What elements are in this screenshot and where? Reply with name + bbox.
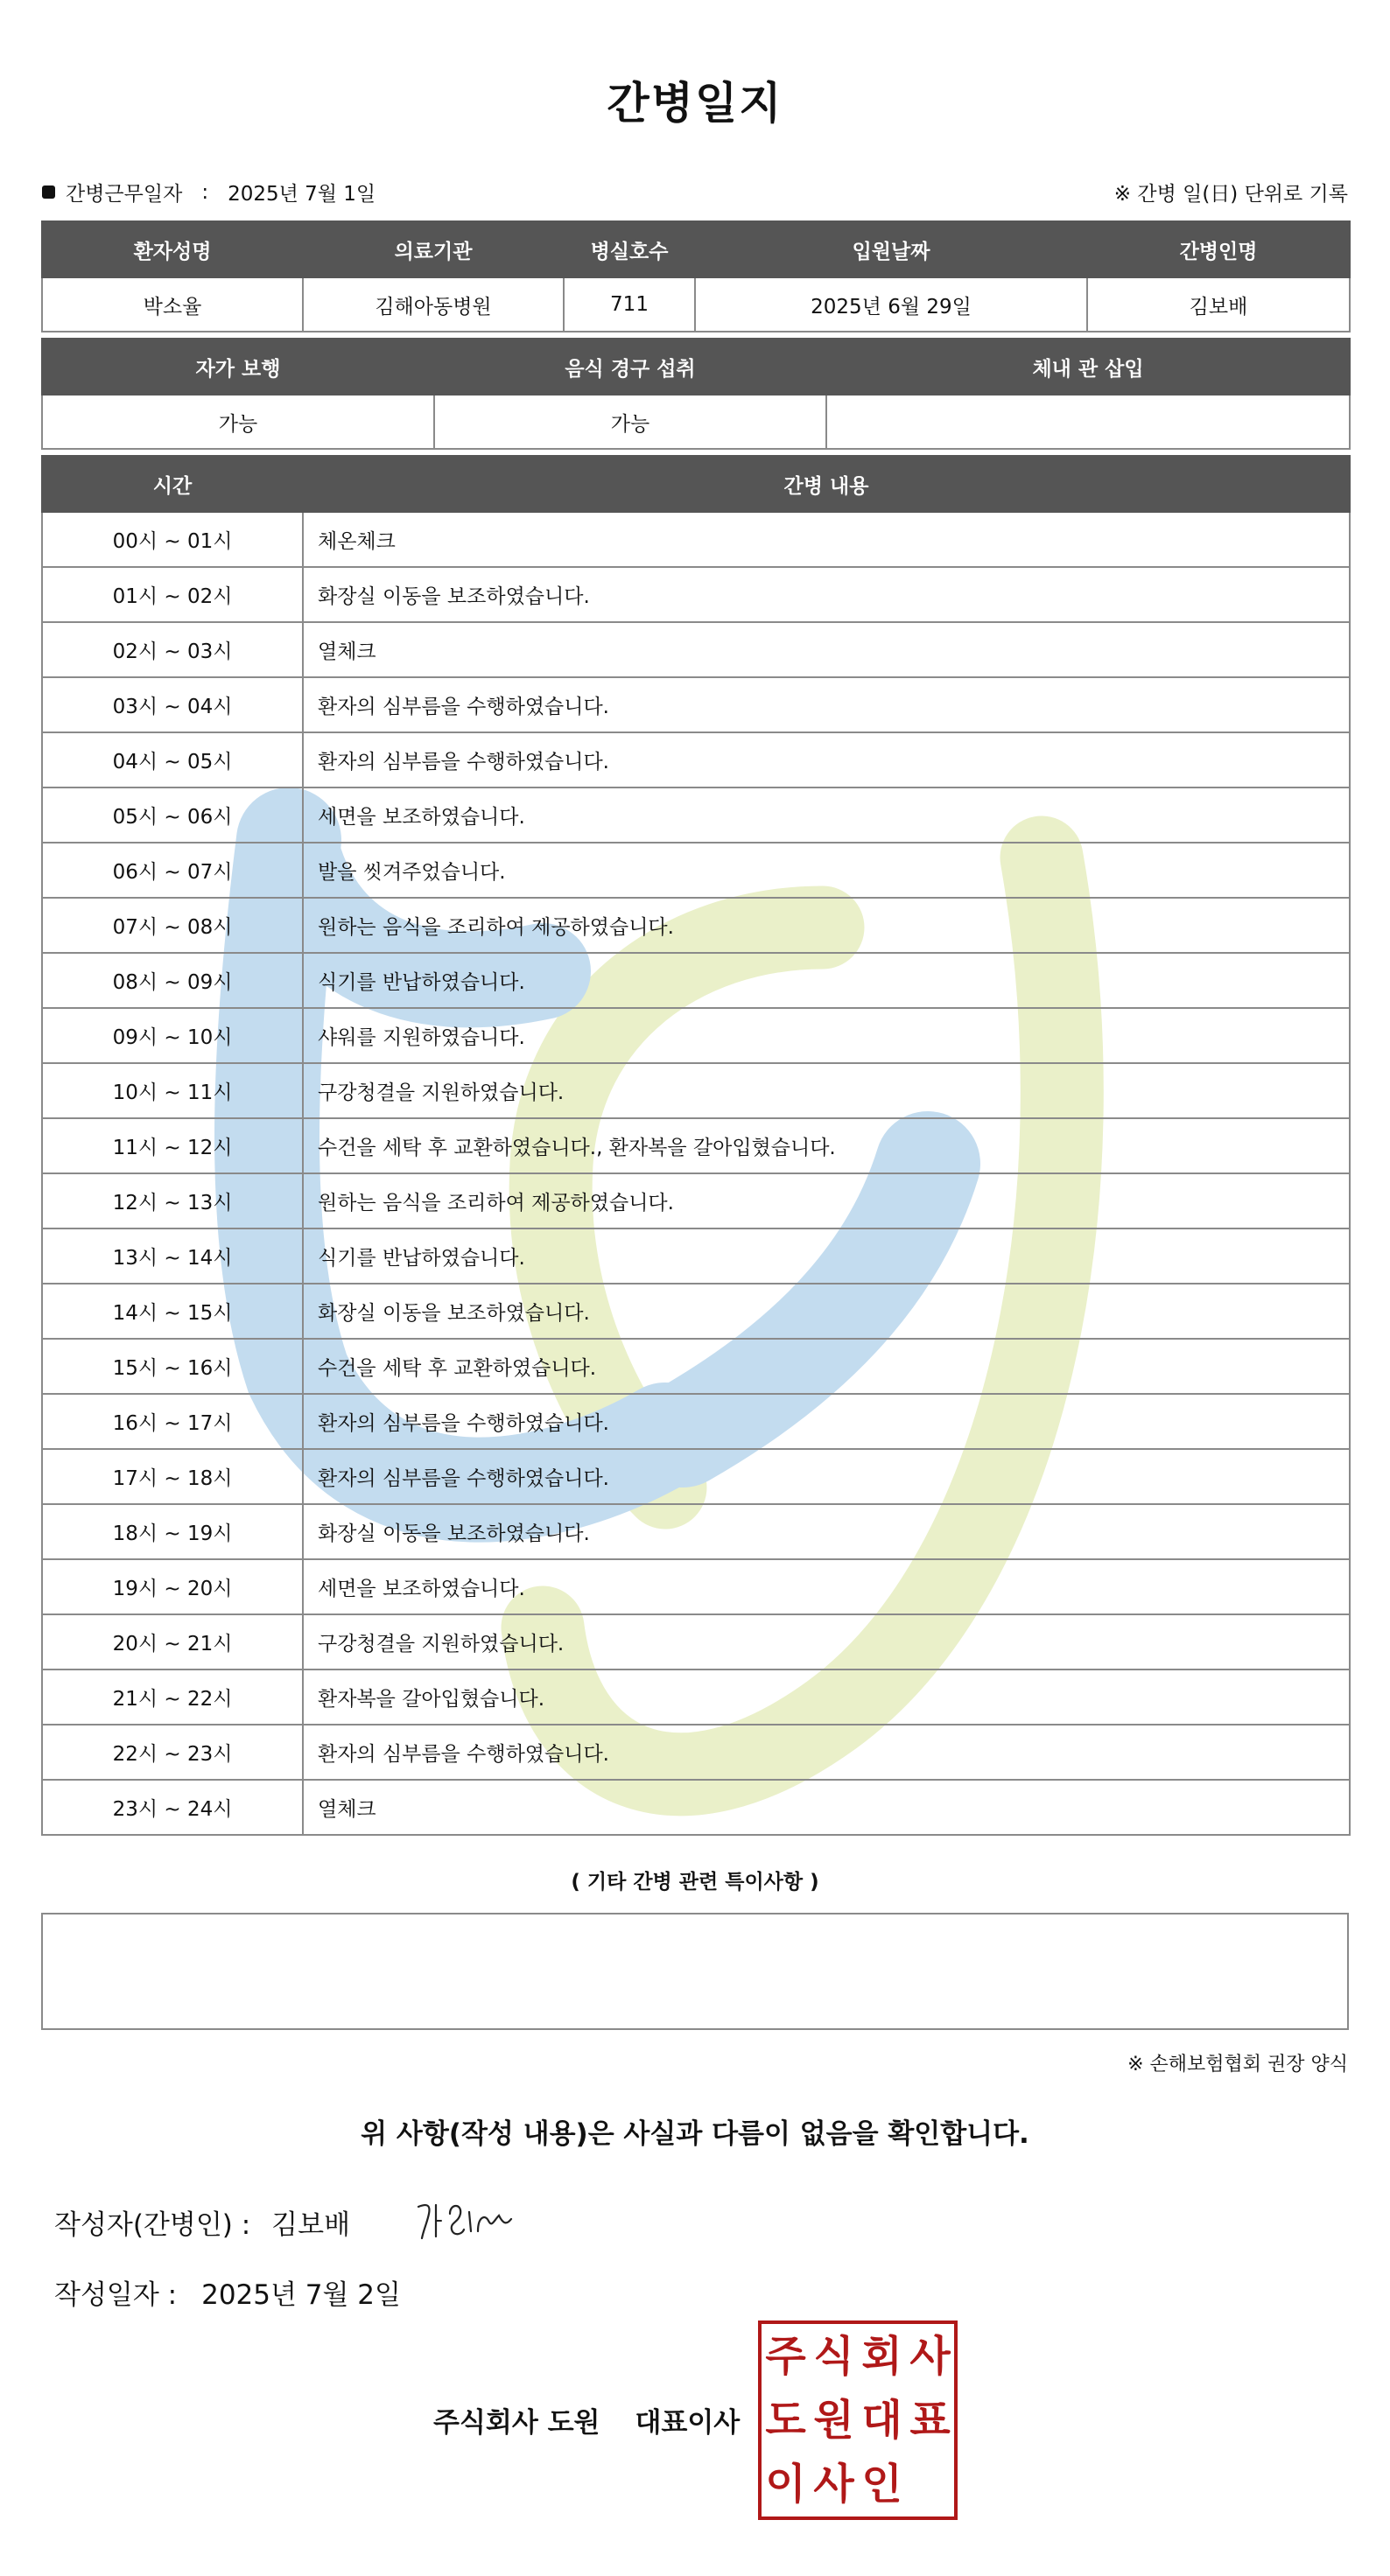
care-log-row [42,1670,1350,1725]
self-walking-value: 가능 [42,395,434,449]
care-date-label: 간병근무일자 [66,183,183,206]
company-name: 주식회사 도원 [433,2407,600,2439]
care-content: 환자의 심부름을 수행하였습니다. [303,677,1350,732]
care-log-row [42,843,1350,898]
care-content: 세면을 보조하였습니다. [303,788,1350,843]
oral-intake-header: 음식 경구 섭취 [434,339,826,395]
care-content: 세면을 보조하였습니다. [303,1559,1350,1614]
seal-character: 표 [909,2395,951,2445]
time-slot: 22시 ~ 23시 [42,1725,303,1780]
care-log-row [42,1118,1350,1173]
care-log-row [42,1614,1350,1670]
time-slot: 01시 ~ 02시 [42,567,303,622]
time-slot: 23시 ~ 24시 [42,1780,303,1835]
care-content: 환자의 심부름을 수행하였습니다. [303,732,1350,788]
seal-character: 원 [813,2395,854,2445]
care-content: 환자의 심부름을 수행하였습니다. [303,1449,1350,1504]
time-slot: 20시 ~ 21시 [42,1614,303,1670]
writer-name: 김보배 [271,2209,351,2241]
time-slot: 14시 ~ 15시 [42,1284,303,1339]
time-slot: 15시 ~ 16시 [42,1339,303,1394]
seal-character: 인 [861,2460,902,2510]
care-log-row [42,953,1350,1008]
care-log-row [42,512,1350,567]
care-log-row [42,1504,1350,1559]
seal-character [906,2453,954,2516]
time-slot: 10시 ~ 11시 [42,1063,303,1118]
seal-character: 회 [861,2331,902,2381]
care-content: 환자복을 갈아입혔습니다. [303,1670,1350,1725]
care-log-row [42,1449,1350,1504]
care-content: 발을 씻겨주었습니다. [303,843,1350,898]
care-content: 식기를 반납하였습니다. [303,953,1350,1008]
caregiver-name-header: 간병인명 [1087,221,1350,277]
care-log-row [42,788,1350,843]
time-slot: 13시 ~ 14시 [42,1228,303,1284]
care-date [42,178,376,206]
care-log-row [42,1284,1350,1339]
care-content: 구강청결을 지원하였습니다. [303,1063,1350,1118]
time-slot: 09시 ~ 10시 [42,1008,303,1063]
time-slot: 18시 ~ 19시 [42,1504,303,1559]
time-slot: 02시 ~ 03시 [42,622,303,677]
patient-name-value: 박소율 [42,277,303,332]
oral-intake-value: 가능 [434,395,826,449]
care-content: 체온체크 [303,512,1350,567]
seal-frame [758,2320,958,2520]
admission-date-value: 2025년 6월 29일 [695,277,1087,332]
care-log-row [42,1339,1350,1394]
care-date-colon: : [201,180,209,204]
care-content: 수건을 세탁 후 교환하였습니다. [303,1339,1350,1394]
time-slot: 11시 ~ 12시 [42,1118,303,1173]
time-slot: 06시 ~ 07시 [42,843,303,898]
seal-character: 도 [765,2395,806,2445]
care-log-row [42,622,1350,677]
association-form-note: ※ 손해보험협회 권장 양식 [1127,2054,1348,2076]
writer-label: 작성자(간병인) : [54,2209,251,2241]
care-log-row [42,1228,1350,1284]
care-log-row [42,1559,1350,1614]
caregiver-name-value: 김보배 [1087,277,1350,332]
time-slot: 03시 ~ 04시 [42,677,303,732]
care-log-row [42,1394,1350,1449]
care-content: 식기를 반납하였습니다. [303,1228,1350,1284]
bullet-square-icon [42,186,55,199]
care-content: 원하는 음식을 조리하여 제공하였습니다. [303,898,1350,953]
time-header: 시간 [42,456,303,512]
representative-title: 대표이사 [635,2407,741,2439]
time-slot: 16시 ~ 17시 [42,1394,303,1449]
care-content: 구강청결을 지원하였습니다. [303,1614,1350,1670]
care-content: 화장실 이동을 보조하였습니다. [303,1504,1350,1559]
time-slot: 21시 ~ 22시 [42,1670,303,1725]
seal-character: 대 [861,2395,902,2445]
time-slot: 05시 ~ 06시 [42,788,303,843]
care-log-row [42,1008,1350,1063]
care-date-value: 2025년 7월 1일 [228,183,376,206]
care-log-row [42,732,1350,788]
time-slot: 17시 ~ 18시 [42,1449,303,1504]
written-date-value: 2025년 7월 2일 [201,2279,401,2311]
time-slot: 07시 ~ 08시 [42,898,303,953]
tube-insertion-header: 체내 관 삽입 [826,339,1350,395]
self-walking-header: 자가 보행 [42,339,434,395]
care-log-table [41,455,1351,1836]
care-content: 화장실 이동을 보조하였습니다. [303,567,1350,622]
care-content-header: 간병 내용 [303,456,1350,512]
care-content: 수건을 세탁 후 교환하였습니다., 환자복을 갈아입혔습니다. [303,1118,1350,1173]
care-content: 열체크 [303,622,1350,677]
company-seal-stamp [758,2320,956,2518]
written-date-line [54,2272,401,2312]
special-notes-box [41,1913,1349,2030]
time-slot: 00시 ~ 01시 [42,512,303,567]
handwritten-signature [411,2188,543,2258]
care-content: 환자의 심부름을 수행하였습니다. [303,1394,1350,1449]
seal-character: 식 [813,2331,854,2381]
care-log-row [42,567,1350,622]
company-line [433,2400,740,2440]
care-log-row [42,1780,1350,1835]
room-number-header: 병실호수 [564,221,695,277]
room-number-value: 711 [564,277,695,332]
hospital-value: 김해아동병원 [303,277,564,332]
writer-line [54,2202,350,2242]
seal-character: 사 [909,2331,951,2381]
time-slot: 04시 ~ 05시 [42,732,303,788]
hospital-header: 의료기관 [303,221,564,277]
care-content: 샤워를 지원하였습니다. [303,1008,1350,1063]
care-log-row [42,1725,1350,1780]
time-slot: 12시 ~ 13시 [42,1173,303,1228]
time-slot: 08시 ~ 09시 [42,953,303,1008]
care-log-row [42,1173,1350,1228]
seal-character: 주 [765,2331,806,2381]
seal-character: 사 [813,2460,854,2510]
special-notes-heading: ( 기타 간병 관련 특이사항 ) [571,1871,819,1894]
care-content: 원하는 음식을 조리하여 제공하였습니다. [303,1173,1350,1228]
page-title: 간병일지 [607,78,783,129]
care-content: 환자의 심부름을 수행하였습니다. [303,1725,1350,1780]
seal-character: 이 [765,2460,806,2510]
written-date-label: 작성일자 : [54,2279,178,2311]
confirmation-statement: 위 사항(작성 내용)은 사실과 다름이 없음을 확인합니다. [361,2118,1029,2150]
patient-info-table [41,220,1351,332]
patient-name-header: 환자성명 [42,221,303,277]
care-log-row [42,898,1350,953]
care-log-row [42,677,1350,732]
tube-insertion-value [826,395,1350,449]
care-content: 화장실 이동을 보조하였습니다. [303,1284,1350,1339]
care-log-row [42,1063,1350,1118]
record-unit-note: ※ 간병 일(日) 단위로 기록 [1113,183,1348,206]
patient-status-table [41,338,1351,450]
admission-date-header: 입원날짜 [695,221,1087,277]
care-content: 열체크 [303,1780,1350,1835]
time-slot: 19시 ~ 20시 [42,1559,303,1614]
